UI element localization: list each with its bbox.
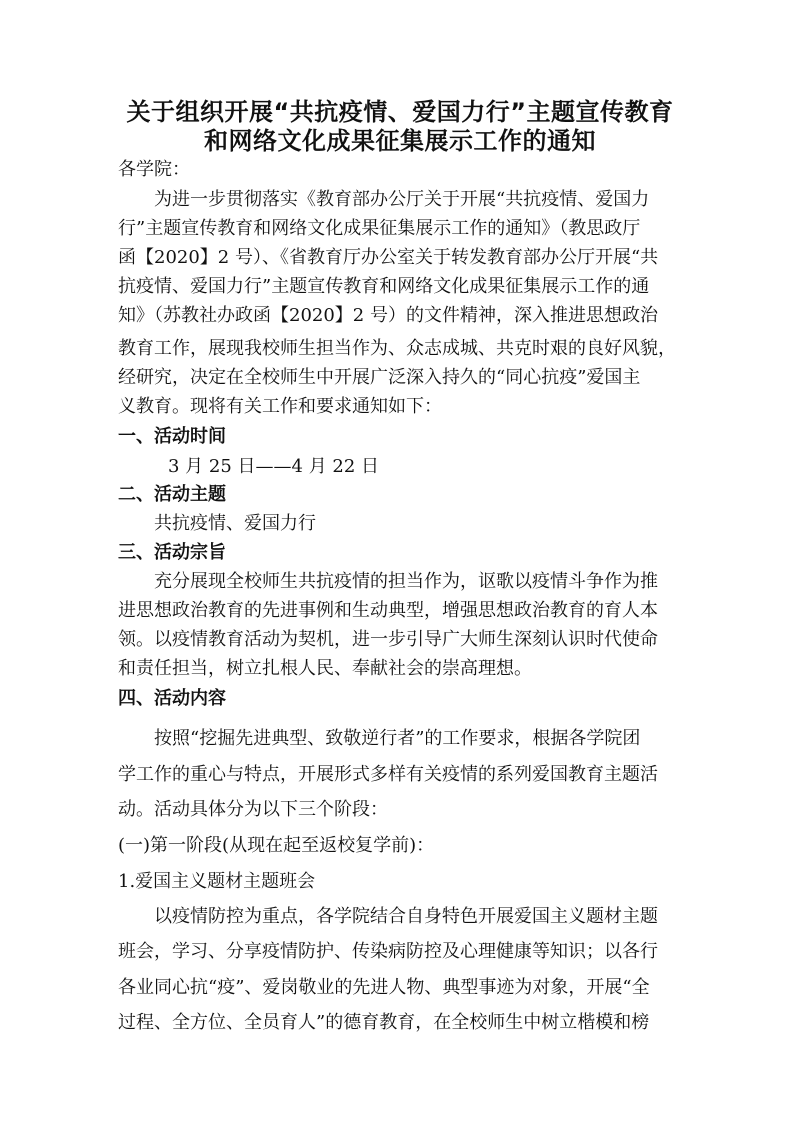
content-line: 按照“挖掘先进典型、致敬逆行者”的工作要求，根据各学院团 <box>154 728 641 749</box>
salutation: 各学院： <box>118 159 190 180</box>
purpose-line: 和责任担当，树立扎根人民、奉献社会的崇高理想。 <box>118 658 532 679</box>
section-heading-theme: 二、活动主题 <box>118 484 226 505</box>
content-line: 动。活动具体分为以下三个阶段： <box>118 799 388 820</box>
document-title-line-1: 关于组织开展“共抗疫情、爱国力行”主题宣传教育 <box>126 98 674 126</box>
intro-line: 义教育。现将有关工作和要求通知如下： <box>118 396 442 417</box>
item-line: 过程、全方位、全员育人”的德育教育，在全校师生中树立楷模和榜 <box>118 1012 650 1033</box>
item-line: 班会，学习、分享疫情防护、传染病防控及心理健康等知识；以各行 <box>118 941 658 962</box>
intro-line: 经研究，决定在全校师生中开展广泛深入持久的“同心抗疫”爱国主 <box>118 367 641 388</box>
intro-line: 函【2020】2 号）、《省教育厅办公室关于转发教育部办公厅开展“共 <box>118 247 659 268</box>
intro-line: 为进一步贯彻落实《教育部办公厅关于开展“共抗疫情、爱国力 <box>154 189 650 210</box>
intro-line: 知》（苏教社办政函【2020】2 号）的文件精神，深入推进思想政治 <box>118 305 658 326</box>
phase-heading: (一)第一阶段(从现在起至返校复学前)： <box>118 835 435 856</box>
item-line: 各业同心抗“疫”、爱岗敬业的先进人物、典型事迹为对象，开展“全 <box>118 977 650 998</box>
intro-line: 教育工作，展现我校师生担当作为、众志成城、共克时艰的良好风貌， <box>118 338 676 359</box>
intro-line: 行”主题宣传教育和网络文化成果征集展示工作的通知》（教思政厅 <box>118 218 641 239</box>
activity-time: 3 月 25 日——4 月 22 日 <box>168 456 380 477</box>
section-heading-content: 四、活动内容 <box>118 688 226 709</box>
item-line: 以疫情防控为重点，各学院结合自身特色开展爱国主义题材主题 <box>154 906 658 927</box>
activity-theme: 共抗疫情、爱国力行 <box>154 513 316 534</box>
intro-line: 抗疫情、爱国力行”主题宣传教育和网络文化成果征集展示工作的通 <box>118 276 650 297</box>
purpose-line: 领。以疫情教育活动为契机，进一步引导广大师生深刻认识时代使命 <box>118 629 658 650</box>
content-line: 学工作的重心与特点，开展形式多样有关疫情的系列爱国教育主题活 <box>118 764 658 785</box>
purpose-line: 充分展现全校师生共抗疫情的担当作为，讴歌以疫情斗争作为推 <box>154 571 658 592</box>
section-heading-purpose: 三、活动宗旨 <box>118 542 226 563</box>
item-heading: 1.爱国主义题材主题班会 <box>118 871 316 892</box>
document-title-line-2: 和网络文化成果征集展示工作的通知 <box>204 127 596 155</box>
purpose-line: 进思想政治教育的先进事例和生动典型，增强思想政治教育的育人本 <box>118 600 658 621</box>
section-heading-time: 一、活动时间 <box>118 426 226 447</box>
